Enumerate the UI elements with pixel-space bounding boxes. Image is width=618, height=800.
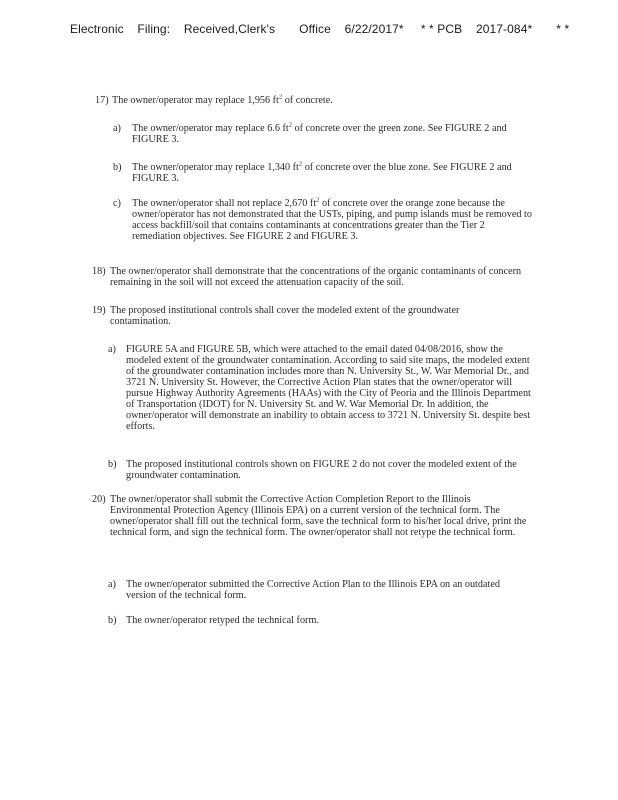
item-text: FIGURE 5A and FIGURE 5B, which were attached to the email dated 04/08/2016, show the modeled extent of the groundwater contamination. According to said site maps, the modeled extent of the groundwater contamination includes more than N. University St., W. War Memorial Dr., and 3721 N. University St. However, the Corrective Action Plan states that the owner/operator will pursue Highway Authority Agreements (HAAs) with the City of Peoria and the Illinois Department of Transportation (IDOT) for N. University St. and W. War Memorial Dr. In addition, the owner/operator will demonstrate an inability to obtain access to 3721 N. University St. despite best efforts. xyxy=(126,344,531,432)
item-text: The owner/operator may replace 1,340 $ft^2$ of concrete over the blue zone. See FIGURE 2 and FIGURE 3. xyxy=(132,160,512,184)
list-item-17a xyxy=(113,123,533,145)
list-item-17c xyxy=(113,198,533,242)
list-item-20 xyxy=(92,494,528,538)
list-item-17 xyxy=(95,95,535,106)
item-text: The proposed institutional controls shown on FIGURE 2 do not cover the modeled extent of the groundwater contamination. xyxy=(126,459,517,481)
item-letter: c) xyxy=(113,198,121,209)
item-number: 17) xyxy=(95,95,109,106)
item-number: 18) xyxy=(92,266,106,277)
list-item-20a xyxy=(108,579,518,601)
item-number: 19) xyxy=(92,305,106,316)
item-text: The owner/operator shall not replace 2,670 $ft^2$ of concrete over the orange zone because the owner/operator has not demonstrated that the USTs, piping, and pump islands must be removed to access backfill/soil that contains contaminants at concentrations greater than the Tier 2 remediation objectives. See FIGURE 2 and FIGURE 3. xyxy=(132,196,532,242)
list-item-17b xyxy=(113,162,533,184)
list-item-20b xyxy=(108,615,518,626)
item-letter: a) xyxy=(113,123,121,134)
item-letter: a) xyxy=(108,579,116,590)
item-text: The owner/operator shall submit the Corrective Action Completion Report to the Illinois Environmental Protection Agency (Illinois EPA) on a current version of the technical form. The owner/operator shall fill out the technical form, save the technical form to his/her local drive, print the technical form, and sign the technical form. The owner/operator shall not retype the technical form. xyxy=(110,494,527,538)
item-text: The owner/operator retyped the technical form. xyxy=(126,615,319,626)
item-letter: b) xyxy=(108,615,117,626)
list-item-19 xyxy=(92,305,512,327)
item-text: The owner/operator shall demonstrate that the concentrations of the organic contaminants of concern remaining in the soil will not exceed the attenuation capacity of the soil. xyxy=(110,266,522,288)
item-text: The owner/operator submitted the Corrective Action Plan to the Illinois EPA on an outdated version of the technical form. xyxy=(126,579,500,601)
list-item-18 xyxy=(92,266,532,288)
item-text: The proposed institutional controls shall cover the modeled extent of the groundwater contamination. xyxy=(110,305,460,327)
list-item-19a xyxy=(108,344,532,432)
list-item-19b xyxy=(108,459,532,481)
item-letter: b) xyxy=(113,162,122,173)
electronic-filing-stamp: Electronic Filing: Received,Clerk's Office 6/22/2017* * * PCB 2017-084* * * xyxy=(70,22,570,36)
item-text: The owner/operator may replace 6.6 $ft^2$ of concrete over the green zone. See FIGURE 2 and FIGURE 3. xyxy=(132,121,507,145)
item-text: The owner/operator may replace 1,956 $ft^2$ of concrete. xyxy=(112,93,333,106)
item-letter: b) xyxy=(108,459,117,470)
item-number: 20) xyxy=(92,494,106,505)
item-letter: a) xyxy=(108,344,116,355)
